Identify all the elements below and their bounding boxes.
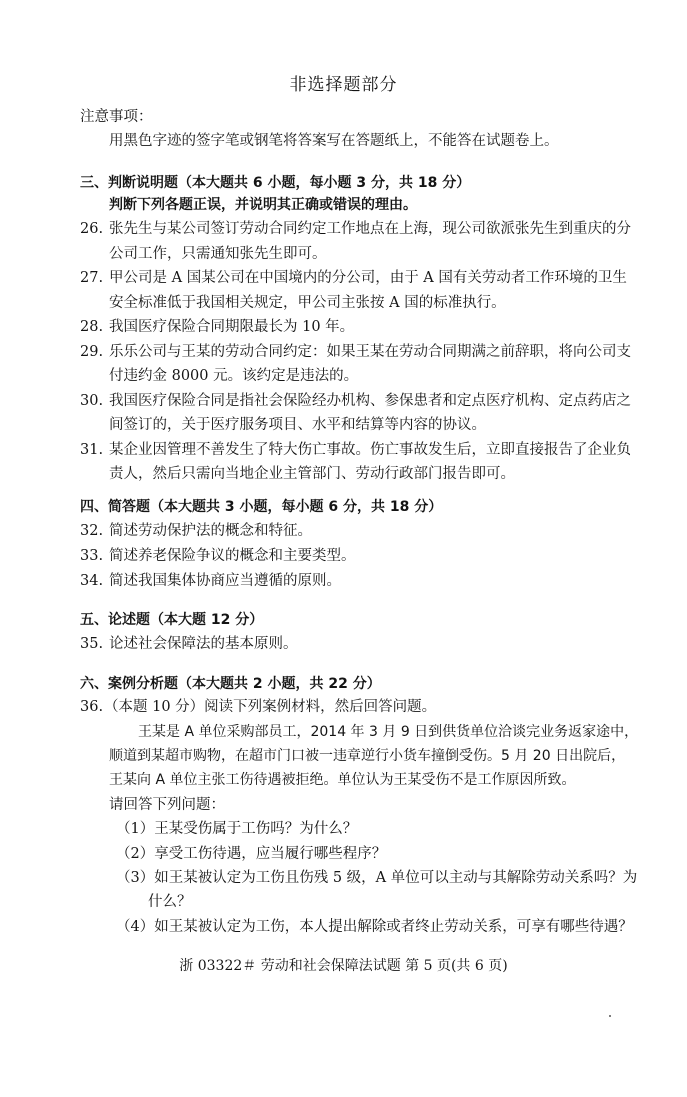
question-27-line-1: 甲公司是 A 国某公司在中国境内的分公司，由于 A 国有关劳动者工作环境的卫生 <box>109 270 627 286</box>
section-3-heading: 三、判断说明题（本大题共 6 小题，每小题 3 分，共 18 分） <box>80 175 471 191</box>
sub-question-2: （2）享受工伤待遇，应当履行哪些程序？ <box>116 846 387 862</box>
section-6-heading: 六、案例分析题（本大题共 2 小题，共 22 分） <box>80 676 381 692</box>
question-36-intro: （本题 10 分）阅读下列案例材料，然后回答问题。 <box>104 699 437 715</box>
question-35-number: 35. <box>80 636 104 652</box>
question-26-line-1: 张先生与某公司签订劳动合同约定工作地点在上海，现公司欲派张先生到重庆的分 <box>109 221 631 237</box>
question-26-number: 26. <box>80 221 104 237</box>
case-prompt: 请回答下列问题： <box>109 797 225 813</box>
question-34-number: 34. <box>80 573 104 589</box>
case-line-2: 顺道到某超市购物，在超市门口被一违章逆行小货车撞倒受伤。5 月 20 日出院后， <box>109 748 626 764</box>
question-27-number: 27. <box>80 270 104 286</box>
question-32-number: 32. <box>80 523 104 539</box>
sub-question-4: （4）如王某被认定为工伤，本人提出解除或者终止劳动关系，可享有哪些待遇？ <box>116 919 633 935</box>
scan-speck <box>609 1015 611 1017</box>
sub-question-3-line-1: （3）如王某被认定为工伤且伤残 5 级，A 单位可以主动与其解除劳动关系吗？为 <box>116 870 638 886</box>
question-28-line-1: 我国医疗保险合同期限最长为 10 年。 <box>109 319 355 335</box>
question-36-number: 36. <box>80 699 104 715</box>
question-33-number: 33. <box>80 548 104 564</box>
page-footer: 浙 03322＃ 劳动和社会保障法试题 第 5 页(共 6 页) <box>179 958 508 974</box>
section-4-heading: 四、简答题（本大题共 3 小题，每小题 6 分，共 18 分） <box>80 499 443 515</box>
question-28-number: 28. <box>80 319 104 335</box>
sub-question-1: （1）王某受伤属于工伤吗？为什么？ <box>116 821 358 837</box>
question-29-line-1: 乐乐公司与王某的劳动合同约定：如果王某在劳动合同期满之前辞职，将向公司支 <box>109 344 631 360</box>
question-29-number: 29. <box>80 344 104 360</box>
case-line-3: 王某向 A 单位主张工伤待遇被拒绝。单位认为王某受伤不是工作原因所致。 <box>109 772 576 788</box>
question-32-text: 简述劳动保护法的概念和特征。 <box>109 523 312 539</box>
page-title: 非选择题部分 <box>289 75 398 95</box>
question-35-text: 论述社会保障法的基本原则。 <box>109 636 298 652</box>
question-31-line-2: 责人，然后只需向当地企业主管部门、劳动行政部门报告即可。 <box>109 466 515 482</box>
question-33-text: 简述养老保险争议的概念和主要类型。 <box>109 548 356 564</box>
sub-question-3-line-2: 什么？ <box>148 894 192 910</box>
notice-text: 用黑色字迹的签字笔或钢笔将答案写在答题纸上，不能答在试题卷上。 <box>109 133 559 149</box>
question-29-line-2: 付违约金 8000 元。该约定是违法的。 <box>109 368 359 384</box>
question-31-line-1: 某企业因管理不善发生了特大伤亡事故。伤亡事故发生后，立即直接报告了企业负 <box>109 442 631 458</box>
question-31-number: 31. <box>80 442 104 458</box>
question-27-line-2: 安全标准低于我国相关规定，甲公司主张按 A 国的标准执行。 <box>109 295 506 311</box>
question-26-line-2: 公司工作，只需通知张先生即可。 <box>109 246 327 262</box>
section-5-heading: 五、论述题（本大题 12 分） <box>80 612 264 628</box>
question-30-line-2: 间签订的，关于医疗服务项目、水平和结算等内容的协议。 <box>109 417 486 433</box>
question-30-line-1: 我国医疗保险合同是指社会保险经办机构、参保患者和定点医疗机构、定点药店之 <box>109 393 631 409</box>
section-3-instruction: 判断下列各题正误，并说明其正确或错误的理由。 <box>109 197 417 213</box>
question-34-text: 简述我国集体协商应当遵循的原则。 <box>109 573 341 589</box>
case-line-1: 王某是 A 单位采购部员工，2014 年 3 月 9 日到供货单位洽谈完业务返家途中， <box>138 724 639 740</box>
question-30-number: 30. <box>80 393 104 409</box>
notice-heading: 注意事项： <box>80 109 153 125</box>
